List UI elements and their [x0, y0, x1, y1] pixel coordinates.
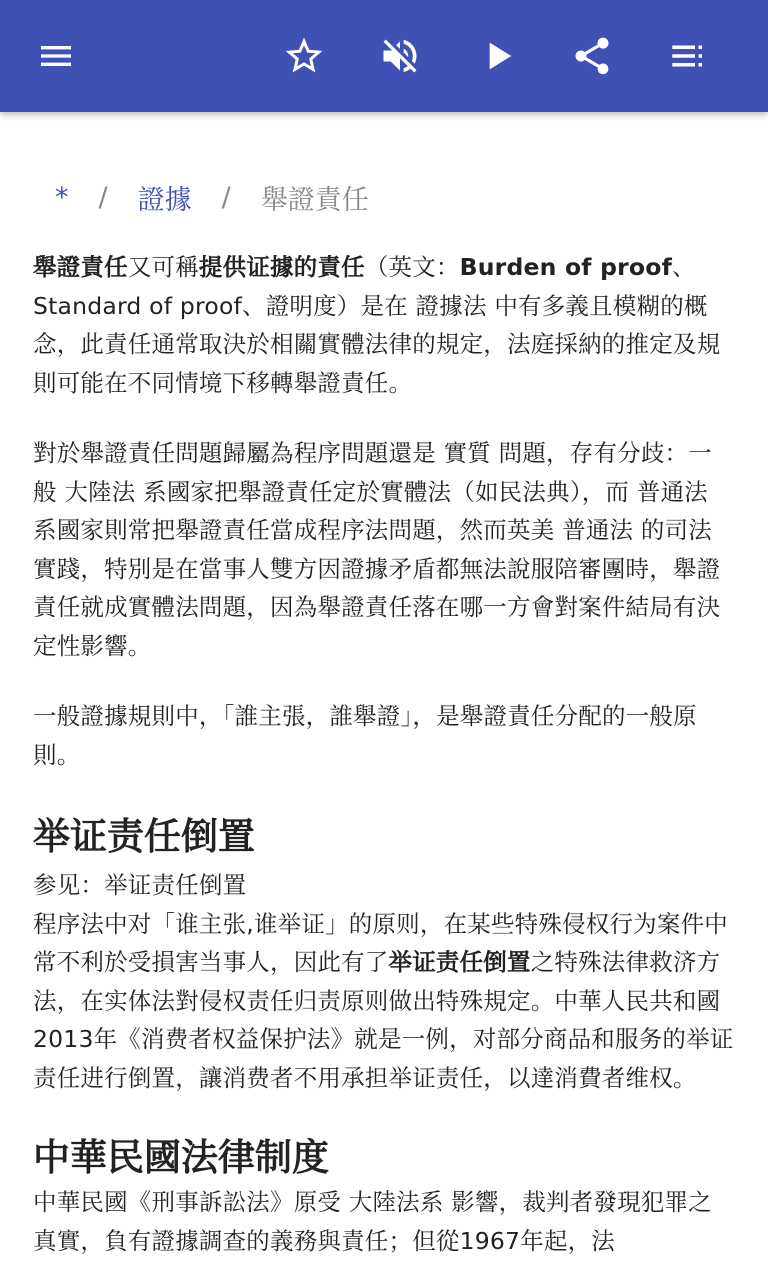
- article-content: [33, 112, 735, 1260]
- body-paragraph: 中華民國《刑事訴訟法》原受 大陸法系 影響，裁判者發現犯罪之真實，負有證據調查的義務與責任；但從1967年起，法: [33, 1188, 712, 1255]
- paragraph-text: （英文：: [364, 253, 460, 281]
- menu-button[interactable]: [28, 28, 84, 84]
- breadcrumb-home-link[interactable]: *: [55, 181, 69, 213]
- intro-paragraph: [33, 248, 735, 402]
- app-toolbar: [0, 0, 768, 112]
- body-paragraph: 對於舉證責任問題歸屬為程序問題還是 實質 問題，存有分歧：一般 大陸法 系國家把舉證責任定於實體法（如民法典），而 普通法 系國家則常把舉證責任當成程序法問題，然而英美 普通法 的司法實踐，特別是在當事人雙方因證據矛盾都無法說服陪審團時，舉證責任就成實體法問題，因為舉證責任落在哪一方會對案件結局有決定性影響。: [33, 439, 721, 660]
- playlist-icon: [667, 35, 709, 77]
- body-paragraph: [33, 905, 735, 1098]
- share-icon: [570, 34, 614, 78]
- breadcrumb: [33, 176, 735, 218]
- term-bold: 舉證責任: [33, 253, 128, 281]
- paragraph-text: 又可稱: [127, 253, 199, 281]
- paragraph-text: 程序法中对「谁主张,谁举证」的原则，在某些特殊侵权行为案件中常不利於受損害当事人，因此有了: [33, 909, 728, 976]
- share-button[interactable]: [564, 28, 620, 84]
- breadcrumb-current: 舉證責任: [260, 184, 369, 216]
- term-bold: Burden of proof: [459, 253, 673, 281]
- paragraph-text: 、Standard of proof、證明度）是在 證據法 中有多義且模糊的概念，此責任通常取決於相關實體法律的規定，法庭採納的推定及規則可能在不同情境下移轉舉證責任。: [33, 253, 721, 397]
- mute-button[interactable]: [372, 28, 428, 84]
- play-button[interactable]: [470, 28, 526, 84]
- contents-button[interactable]: [660, 28, 716, 84]
- hamburger-menu-icon: [36, 36, 76, 76]
- see-also-link[interactable]: 参见：举证责任倒置: [33, 871, 247, 899]
- section-heading: 举证责任倒置: [33, 815, 255, 858]
- term-bold: 举证责任倒置: [388, 948, 531, 976]
- play-icon: [478, 36, 518, 76]
- term-bold: 提供证據的責任: [198, 253, 365, 281]
- body-paragraph: 一般證據規則中，「誰主張，誰舉證」，是舉證責任分配的一般原則。: [33, 702, 697, 769]
- breadcrumb-separator: /: [221, 181, 231, 213]
- section-heading: 中華民國法律制度: [33, 1136, 329, 1179]
- star-outline-icon: [282, 34, 326, 78]
- breadcrumb-separator: /: [98, 181, 108, 213]
- volume-off-icon: [378, 34, 422, 78]
- paragraph-text: 之特殊法律救济方法，在实体法對侵权责任归责原则做出特殊規定。中華人民共和國2013年《消费者权益保护法》就是一例，对部分商品和服务的举证责任进行倒置，讓消费者不用承担举证责任，以達消費者维权。: [33, 948, 734, 1092]
- breadcrumb-parent-link[interactable]: 證據: [137, 184, 192, 216]
- bookmark-button[interactable]: [276, 28, 332, 84]
